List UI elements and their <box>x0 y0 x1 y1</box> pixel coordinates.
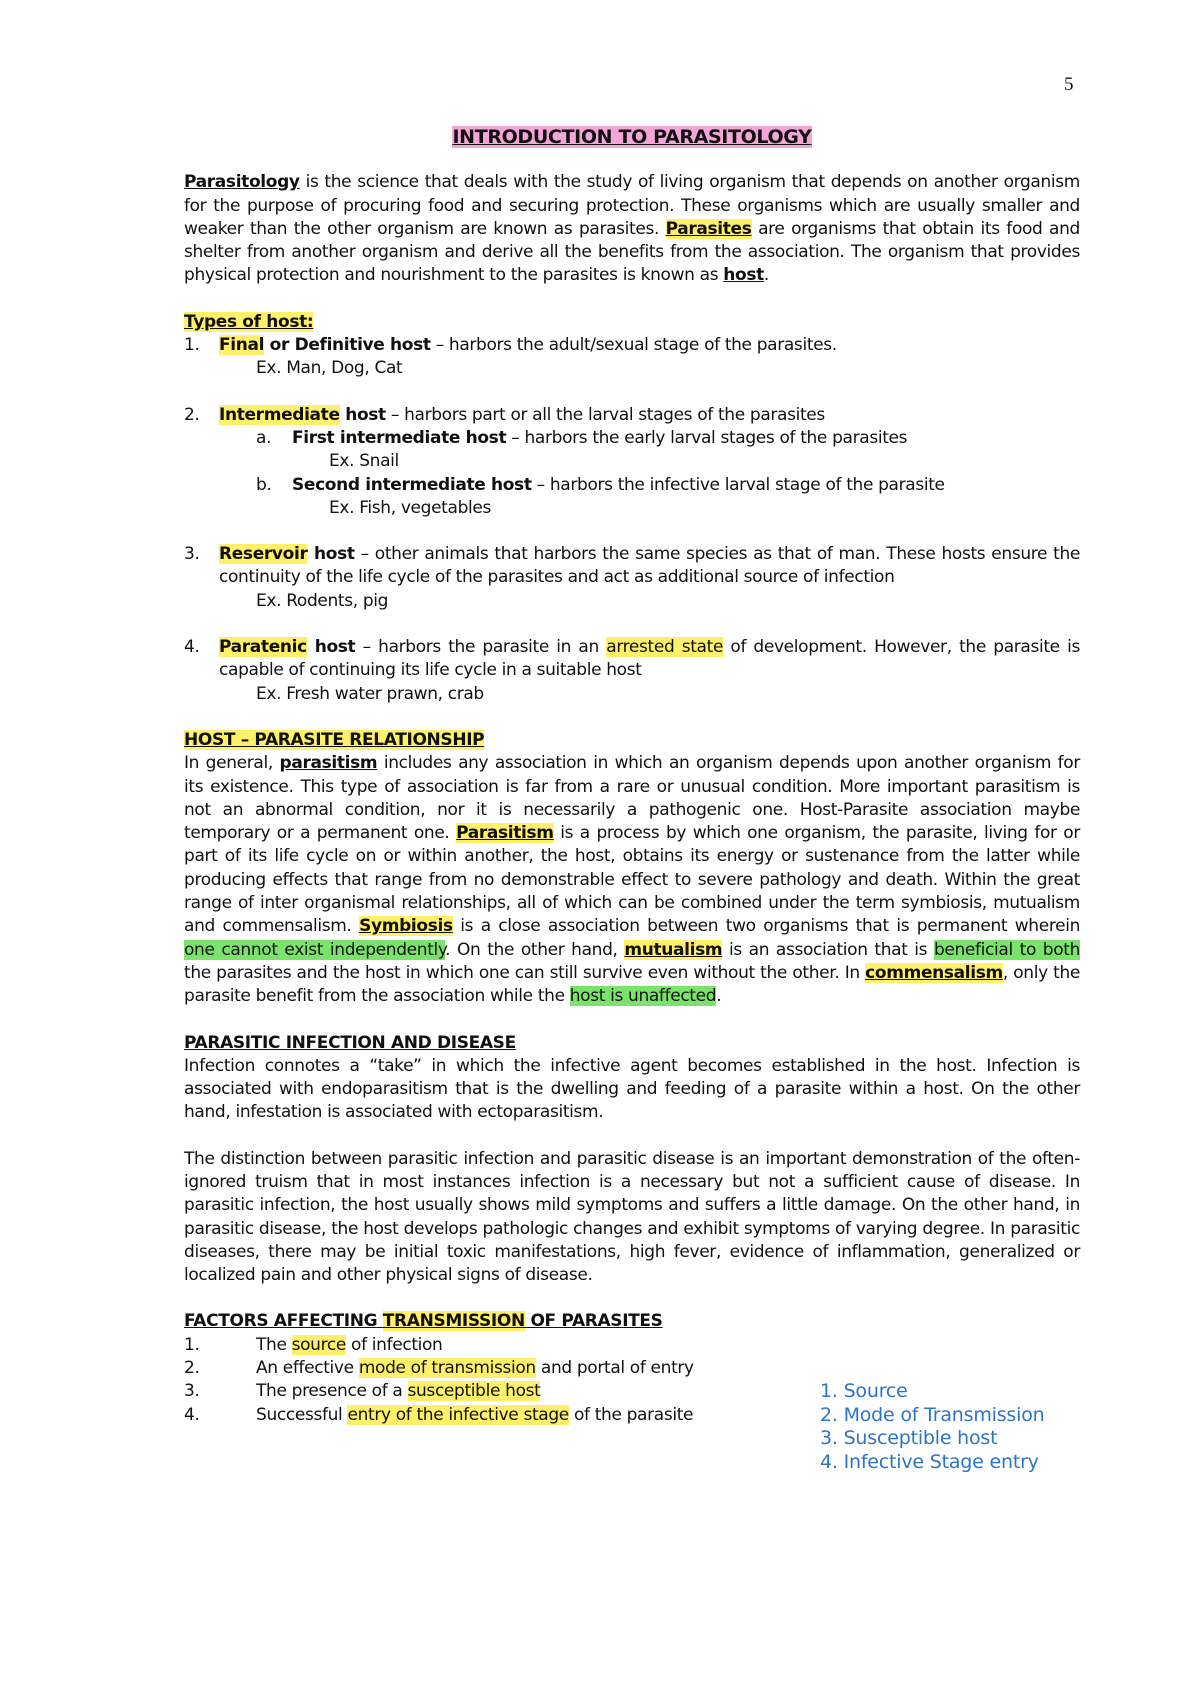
host-type-4: 4. Paratenic host – harbors the parasite in an arrested state of development. However, the parasite is capable of continuing its life cycle in a suitable host <box>184 637 1081 681</box>
handwritten-notes-list <box>820 1380 1044 1474</box>
host-type-3: 3. Reservoir host – other animals that harbors the same species as that of man. These hosts ensure the continuity of the life cycle of the parasites and act as additional source of infection <box>184 544 1080 588</box>
note-item: 4. Infective Stage entry <box>820 1450 1039 1473</box>
host-type-1-example: Ex. Man, Dog, Cat <box>256 358 403 379</box>
host-type-2b-example: Ex. Fish, vegetables <box>329 497 491 518</box>
factors-heading: FACTORS AFFECTING TRANSMISSION OF PARASITES <box>184 1311 663 1332</box>
host-type-2b: b. Second intermediate host – harbors the infective larval stage of the parasite <box>256 474 945 495</box>
hpr-heading: HOST – PARASITE RELATIONSHIP <box>184 729 485 750</box>
note-item: 2. Mode of Transmission <box>820 1403 1045 1426</box>
pid-paragraph-2: The distinction between parasitic infection and parasitic disease is an important demonstration of the often- ignored truism that in most instances infection is a necessary but not a sufficient cause of disease. In parasitic infection, the host usually shows mild symptoms and suffers a little damage. On the other hand, in parasitic disease, the host develops pathologic changes and exhibit symptoms of varying degree. In parasitic diseases, there may be initial toxic manifestations, high fever, evidence of inflammation, generalized or localized pain and other physical signs of disease. <box>184 1148 1080 1286</box>
host-type-3-example: Ex. Rodents, pig <box>256 590 389 611</box>
host-type-1: 1. Final or Definitive host – harbors the adult/sexual stage of the parasites. <box>184 335 837 356</box>
hpr-paragraph: In general, parasitism includes any association in which an organism depends upon another organism for its existence. This type of association is far from a rare or unusual condition. More important parasitism is not an abnormal condition, nor it is necessarily a pathogenic one. Host-Parasite association maybe temporary or a permanent one. Parasitism is a process by which one organism, the parasite, living for or part of its life cycle on or within another, the host, obtains its energy or sustenance from the latter while producing effects that range from no demonstrable effect to severe pathology and death. Within the great range of inter organismal relationships, all of which can be combined under the term symbiosis, mutualism and commensalism. Symbiosis is a close association between two organisms that is permanent wherein one cannot exist independently. On the other hand, mutualism is an association that is beneficial to both the parasites and the host in which one can still survive even without the other. In commensalism, only the parasite benefit from the association while the host is unaffected. <box>184 753 1080 1007</box>
note-item: 1. Source <box>820 1380 908 1402</box>
types-heading: Types of host: <box>184 311 314 332</box>
intro-paragraph: Parasitology is the science that deals with the study of living organism that depends on another organism for the purpose of procuring food and securing protection. These organisms which are usually smaller and weaker than the other organism are known as parasites. Parasites are organisms that obtain its food and shelter from another organism and derive all the benefits from the association. The organism that provides physical protection and nourishment to the parasites is known as host. <box>184 172 1080 286</box>
host-type-2: 2. Intermediate host – harbors part or all the larval stages of the parasites <box>184 404 825 425</box>
factor-item: 3. The presence of a susceptible host <box>184 1381 541 1402</box>
factor-item: 4. Successful entry of the infective stage of the parasite <box>184 1404 694 1425</box>
factor-item: 2. An effective mode of transmission and portal of entry <box>184 1358 694 1379</box>
factor-item: 1. The source of infection <box>184 1334 443 1355</box>
page-title: INTRODUCTION TO PARASITOLOGY <box>452 126 812 148</box>
page-number: 5 <box>1064 74 1074 95</box>
host-type-4-example: Ex. Fresh water prawn, crab <box>256 683 484 704</box>
document-body <box>184 126 1080 1427</box>
pid-paragraph-1: Infection connotes a “take” in which the infective agent becomes established in the host. Infection is associated with endoparasitism that is the dwelling and feeding of a parasite within a host. On the other hand, infestation is associated with ectoparasitism. <box>184 1055 1080 1123</box>
host-type-2a-example: Ex. Snail <box>329 451 399 472</box>
host-type-2a: a. First intermediate host – harbors the early larval stages of the parasites <box>256 427 908 448</box>
note-item: 3. Susceptible host <box>820 1427 998 1449</box>
pid-heading: PARASITIC INFECTION AND DISEASE <box>184 1032 516 1053</box>
